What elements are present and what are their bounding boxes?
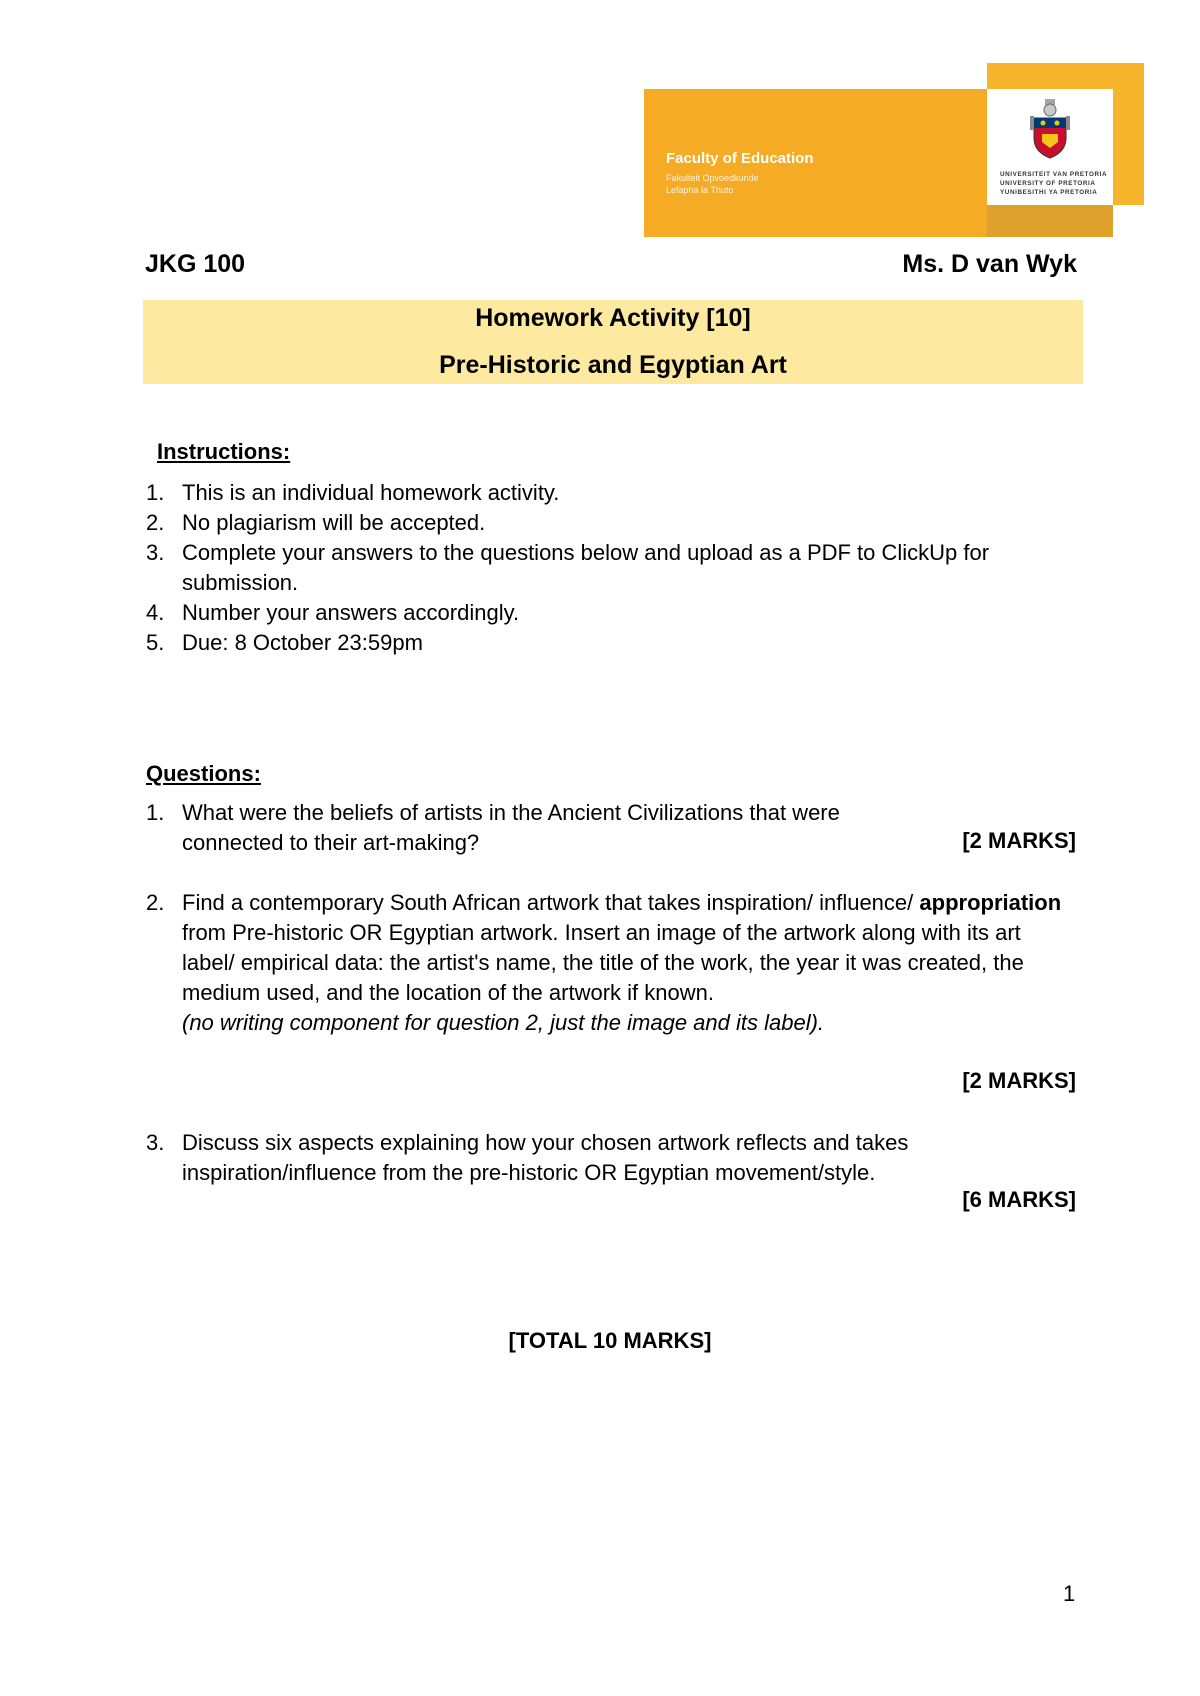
question-marks: [2 MARKS] [962,828,1076,853]
instruction-number: 2. [146,510,165,535]
university-name-afrikaans: UNIVERSITEIT VAN PRETORIA [1000,171,1108,178]
question-note: (no writing component for question 2, just the image and its label). [182,1010,825,1035]
total-marks: [TOTAL 10 MARKS] [508,1328,712,1353]
instruction-number: 4. [146,600,165,625]
instruction-text: Number your answers accordingly. [182,600,520,625]
lecturer-name: Ms. D van Wyk [902,250,1077,278]
instruction-text: No plagiarism will be accepted. [182,510,486,535]
course-code: JKG 100 [145,250,246,278]
question-marks: [6 MARKS] [962,1187,1076,1212]
question-text: Discuss six aspects explaining how your chosen artwork reflects and takes inspiration/influence from the pre-historic OR Egyptian movement/style. [182,1130,909,1185]
instruction-number: 3. [146,540,165,565]
activity-title: Homework Activity [10] [475,304,751,332]
instruction-number: 5. [146,630,165,655]
question-number: 1. [146,800,165,825]
university-name-sepedi: YUNIBESITHI YA PRETORIA [1000,189,1098,196]
instruction-text: Complete your answers to the questions below and upload as a PDF to ClickUp for submission. [182,540,990,595]
university-name-english: UNIVERSITY OF PRETORIA [1000,180,1096,187]
questions-heading: Questions: [146,761,261,786]
question-marks: [2 MARKS] [962,1068,1076,1093]
question-number: 3. [146,1130,165,1155]
activity-subtitle: Pre-Historic and Egyptian Art [439,351,787,379]
question-text-part: Find a contemporary South African artwork that takes inspiration/ influence/ [182,890,914,915]
faculty-subtitle-sepedi: Lefapha la Thuto [666,185,734,195]
title-box [143,300,1083,384]
instruction-number: 1. [146,480,165,505]
question-number: 2. [146,890,165,915]
question-text-part: from Pre-historic OR Egyptian artwork. Insert an image of the artwork along with its art label/ empirical data: the artist's name, the title of the work, the year it was created, the medium used, and the location of the artwork if known. [182,920,1024,1005]
university-crest-icon [1028,98,1072,160]
question-text [182,888,1062,1038]
faculty-title: Faculty of Education [666,150,814,167]
instruction-text: Due: 8 October 23:59pm [182,630,423,655]
instruction-text: This is an individual homework activity. [182,480,560,505]
question-text: What were the beliefs of artists in the Ancient Civilizations that were connected to their art-making? [182,800,840,855]
faculty-subtitle-afrikaans: Fakulteit Opvoedkunde [666,173,759,183]
instructions-heading: Instructions: [157,439,291,464]
page-number: 1 [1063,1581,1076,1606]
question-emphasis: appropriation [919,890,1062,915]
